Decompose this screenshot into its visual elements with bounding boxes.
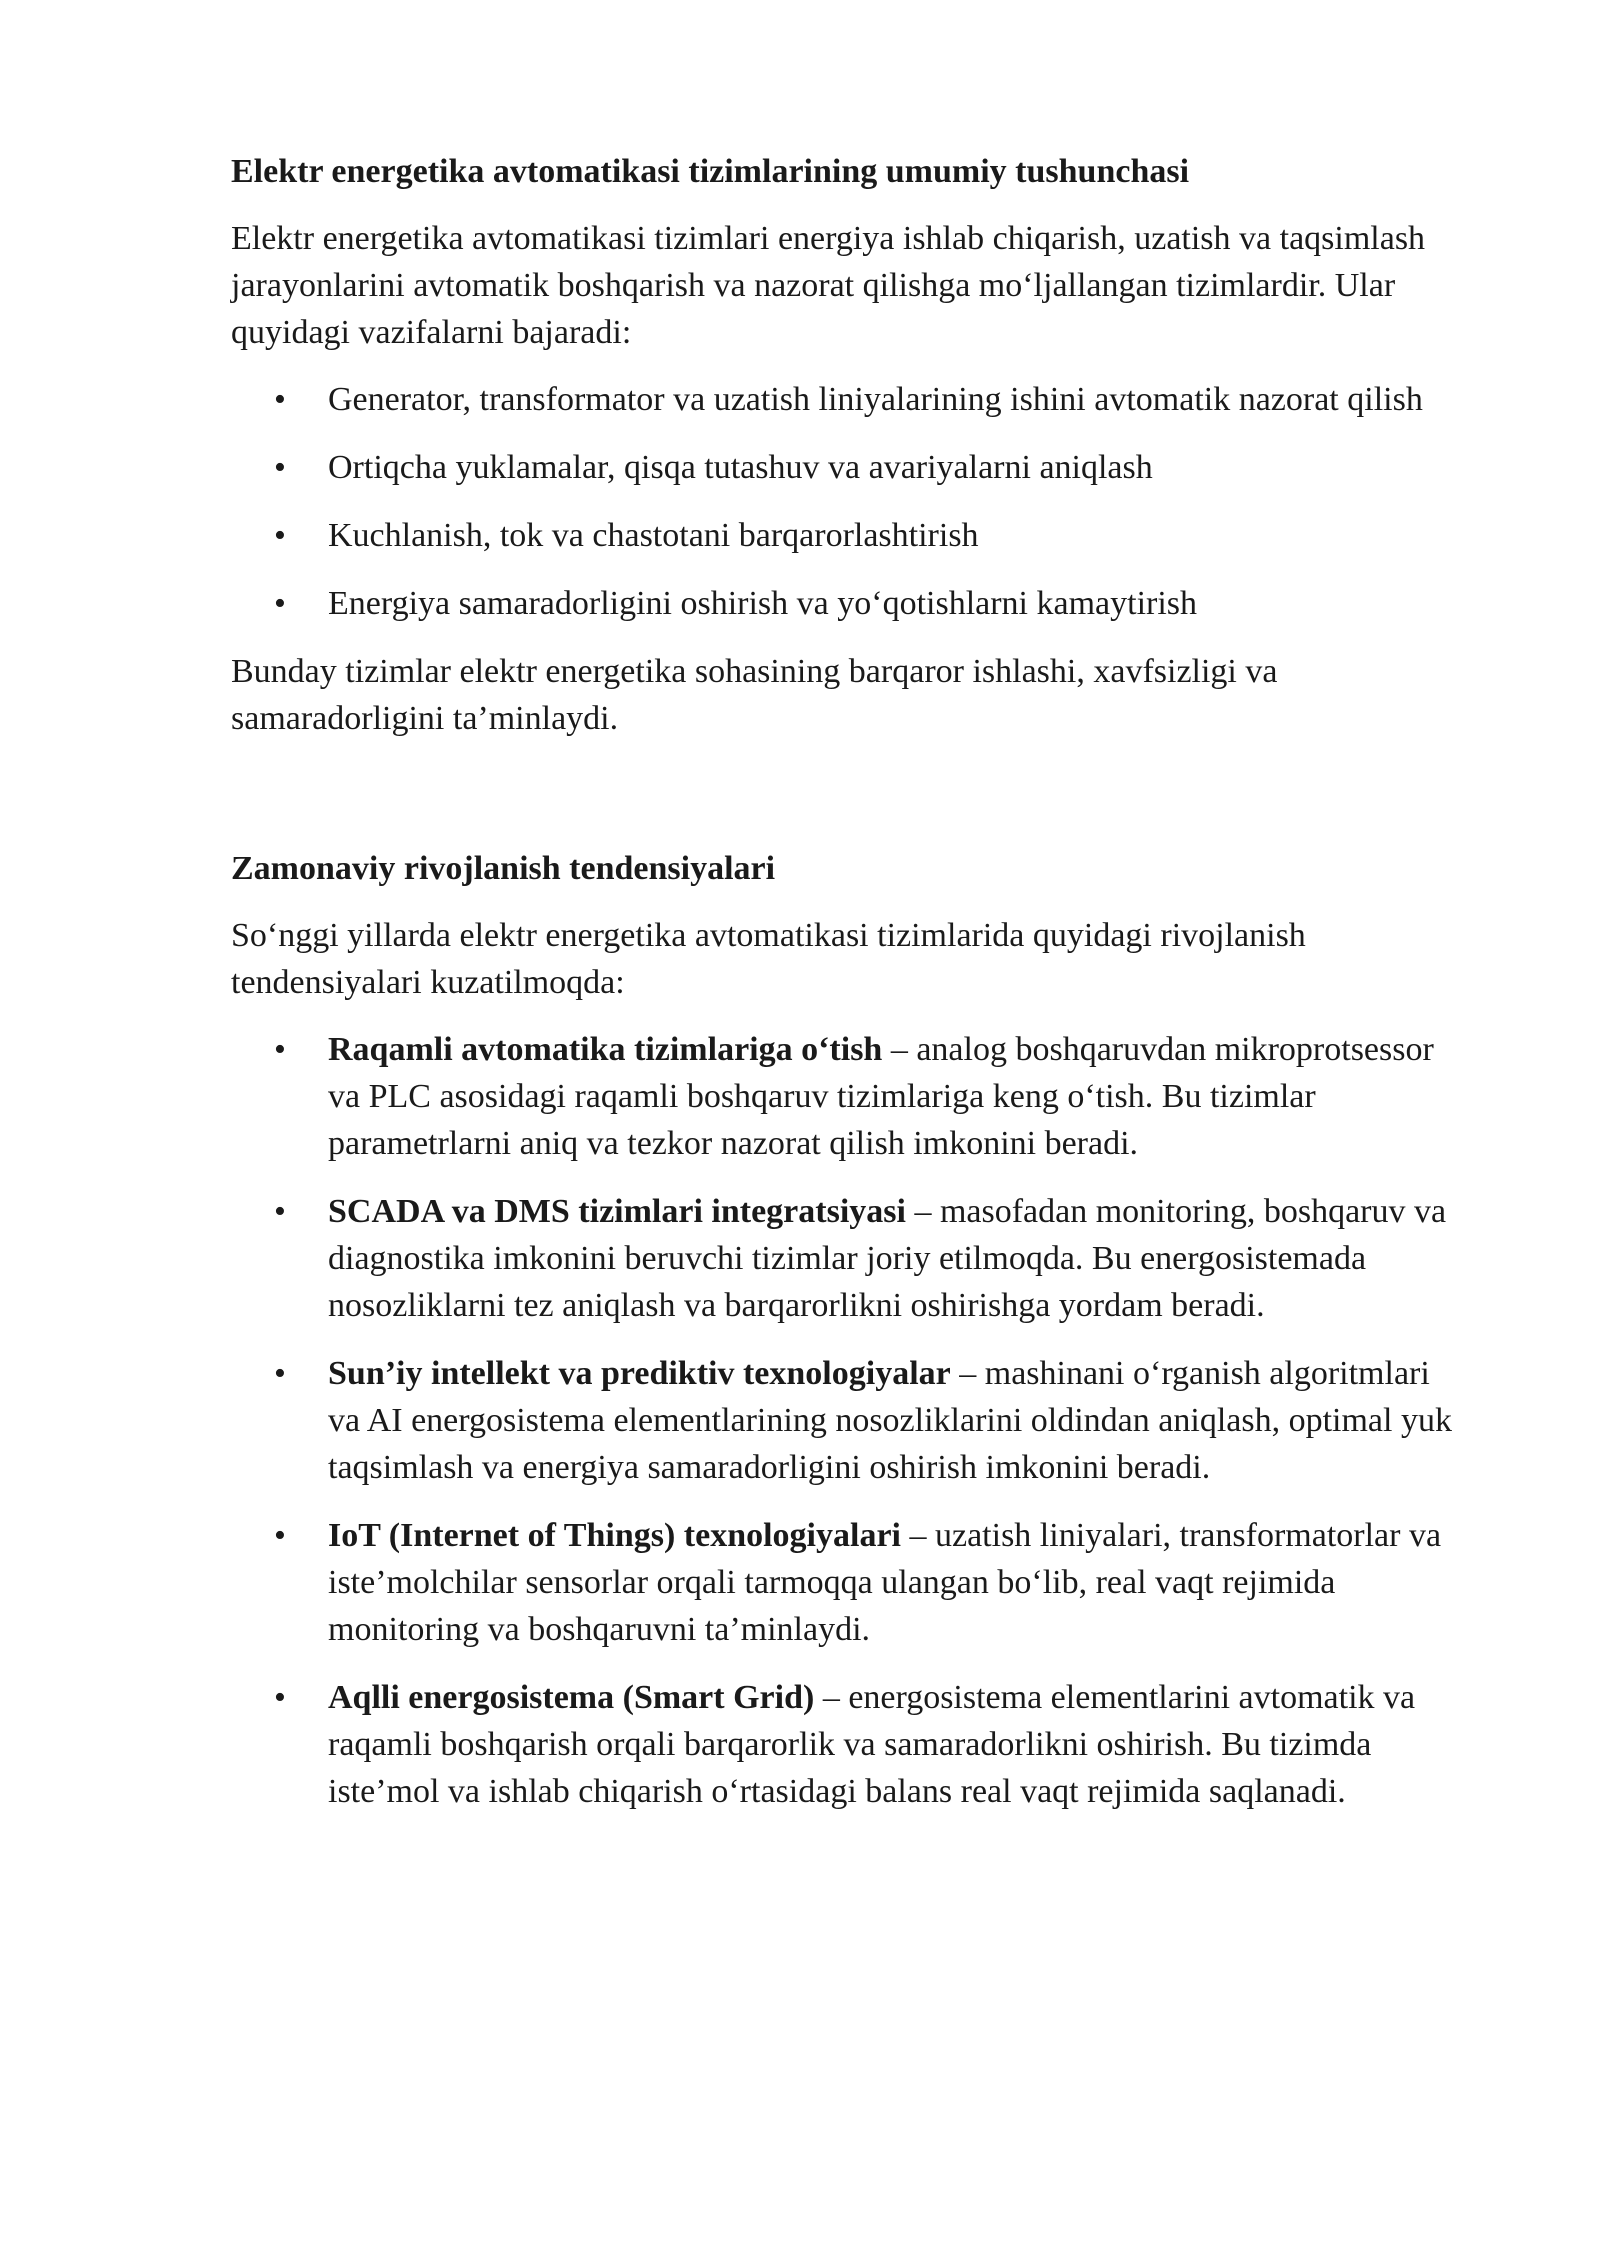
list-item-text: – energosistema elementlarini avtomatik va raqamli boshqarish orqali barqarorlik va samaradorlikni oshirish. Bu tizimda iste’mol va ishlab chiqarish o‘rtasidagi balans real vaqt rejimida saqlanadi. bbox=[328, 1679, 1416, 1810]
list-item bbox=[231, 1188, 1470, 1329]
section-heading-trends: Zamonaviy rivojlanish tendensiyalari bbox=[231, 850, 776, 887]
section-intro-paragraph: Elektr energetika avtomatikasi tizimlari energiya ishlab chiqarish, uzatish va taqsimlash jarayonlarini avtomatik boshqarish va nazorat qilishga mo‘ljallangan tizimlardir. Ular quyidagi vazifalarni bajaradi: bbox=[231, 220, 1426, 351]
bullet-icon: • bbox=[274, 585, 286, 622]
list-item-text: – analog boshqaruvdan mikroprotsessor va PLC asosidagi raqamli boshqaruv tizimlariga keng o‘tish. Bu tizimlar parametrlarni aniq va tezkor nazorat qilish imkonini beradi. bbox=[328, 1031, 1434, 1162]
list-item bbox=[231, 512, 1470, 559]
section-conclusion-paragraph: Bunday tizimlar elektr energetika sohasining barqaror ishlashi, xavfsizligi va samaradorligini ta’minlaydi. bbox=[231, 653, 1278, 737]
list-item bbox=[231, 376, 1470, 423]
bullet-icon: • bbox=[274, 1679, 286, 1716]
trends-list bbox=[231, 1026, 1470, 1815]
list-item-text: – mashinani o‘rganish algoritmlari va AI energosistema elementlarining nosozliklarini oldindan aniqlash, optimal yuk taqsimlash va energiya samaradorligini oshirish imkonini beradi. bbox=[328, 1355, 1452, 1486]
functions-list bbox=[231, 376, 1470, 627]
bullet-icon: • bbox=[274, 381, 286, 418]
list-item-title: Sun’iy intellekt va prediktiv texnologiyalar bbox=[328, 1355, 951, 1392]
bullet-icon: • bbox=[274, 1355, 286, 1392]
list-item-text: Generator, transformator va uzatish liniyalarining ishini avtomatik nazorat qilish bbox=[328, 381, 1423, 418]
list-item bbox=[231, 1674, 1470, 1815]
list-item bbox=[231, 580, 1470, 627]
list-item-text: – uzatish liniyalari, transformatorlar va iste’molchilar sensorlar orqali tarmoqqa ulangan bo‘lib, real vaqt rejimida monitoring va boshqaruvni ta’minlaydi. bbox=[328, 1517, 1442, 1648]
list-item bbox=[231, 1350, 1470, 1491]
bullet-icon: • bbox=[274, 1031, 286, 1068]
list-item-title: Raqamli avtomatika tizimlariga o‘tish bbox=[328, 1031, 883, 1068]
list-item-title: SCADA va DMS tizimlari integratsiyasi bbox=[328, 1193, 906, 1230]
list-item-text: – masofadan monitoring, boshqaruv va diagnostika imkonini beruvchi tizimlar joriy etilmoqda. Bu energosistemada nosozliklarni tez aniqlash va barqarorlikni oshirishga yordam beradi. bbox=[328, 1193, 1447, 1324]
section-intro-paragraph: So‘nggi yillarda elektr energetika avtomatikasi tizimlarida quyidagi rivojlanish tendensiyalari kuzatilmoqda: bbox=[231, 917, 1306, 1001]
list-item-text: Ortiqcha yuklamalar, qisqa tutashuv va avariyalarni aniqlash bbox=[328, 449, 1153, 486]
section-heading-overview: Elektr energetika avtomatikasi tizimlarining umumiy tushunchasi bbox=[231, 153, 1190, 190]
list-item bbox=[231, 1026, 1470, 1167]
list-item-text: Kuchlanish, tok va chastotani barqarorlashtirish bbox=[328, 517, 979, 554]
bullet-icon: • bbox=[274, 1517, 286, 1554]
list-item-title: IoT (Internet of Things) texnologiyalari bbox=[328, 1517, 901, 1554]
list-item bbox=[231, 1512, 1470, 1653]
bullet-icon: • bbox=[274, 1193, 286, 1230]
list-item-title: Aqlli energosistema (Smart Grid) bbox=[328, 1679, 815, 1716]
section-spacer bbox=[231, 762, 1470, 845]
bullet-icon: • bbox=[274, 517, 286, 554]
list-item bbox=[231, 444, 1470, 491]
list-item-text: Energiya samaradorligini oshirish va yo‘qotishlarni kamaytirish bbox=[328, 585, 1198, 622]
bullet-icon: • bbox=[274, 449, 286, 486]
